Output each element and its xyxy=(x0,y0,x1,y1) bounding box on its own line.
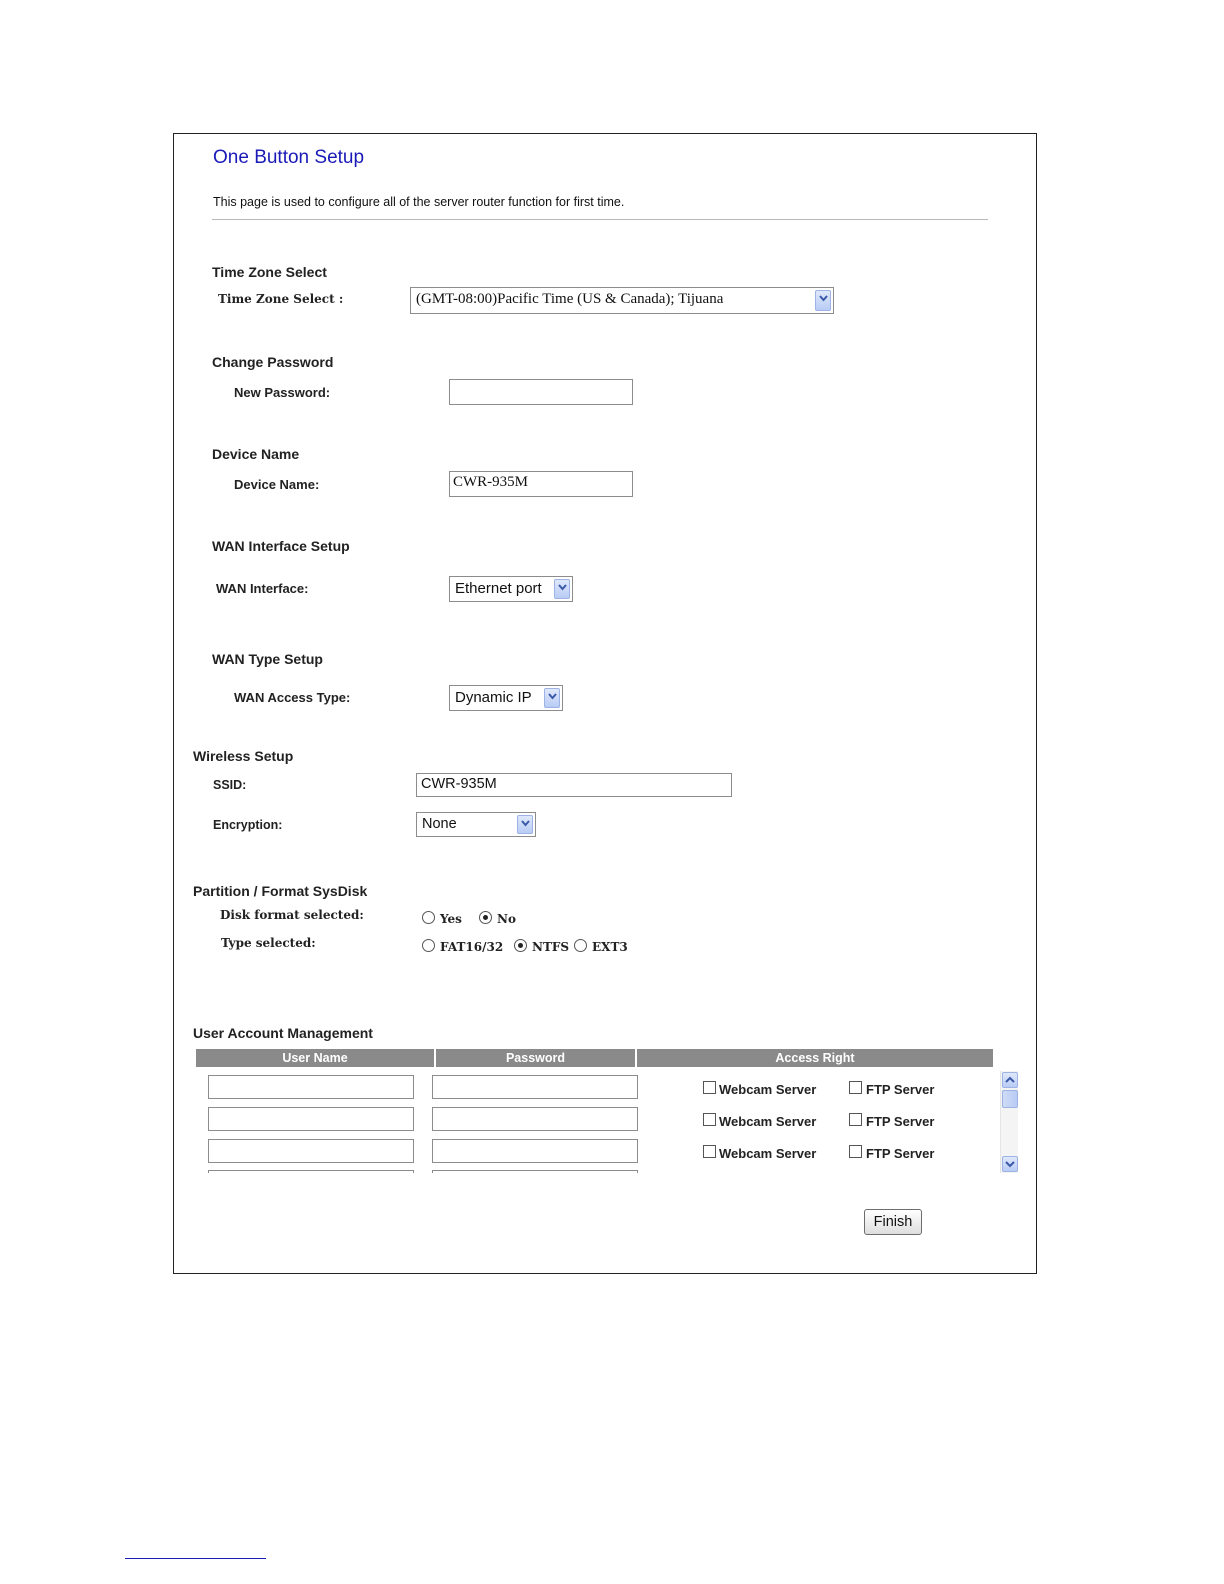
ftp-server-checkbox[interactable] xyxy=(849,1081,862,1094)
time-zone-value: (GMT-08:00)Pacific Time (US & Canada); Tijuana xyxy=(416,291,724,307)
accounts-table-body xyxy=(196,1069,996,1173)
password-input[interactable] xyxy=(432,1075,638,1099)
disk-format-no-radio[interactable] xyxy=(479,911,492,924)
password-input[interactable] xyxy=(432,1170,638,1173)
webcam-server-checkbox[interactable] xyxy=(703,1081,716,1094)
wan-interface-section-title: WAN Interface Setup xyxy=(212,538,350,554)
chevron-down-icon[interactable] xyxy=(815,290,831,311)
wan-access-type-label: WAN Access Type: xyxy=(234,690,351,705)
page-title: One Button Setup xyxy=(213,147,365,168)
webcam-server-label: Webcam Server xyxy=(719,1082,817,1097)
scroll-down-icon[interactable] xyxy=(1002,1156,1018,1172)
user-name-input[interactable] xyxy=(208,1170,414,1173)
chevron-down-icon[interactable] xyxy=(517,815,533,834)
finish-button[interactable]: Finish xyxy=(864,1209,922,1235)
wan-interface-value: Ethernet port xyxy=(455,580,542,597)
device-section-title: Device Name xyxy=(212,446,300,462)
disk-format-label: Disk format selected: xyxy=(220,908,364,922)
access-right-header: Access Right xyxy=(637,1049,993,1067)
scroll-up-icon[interactable] xyxy=(1002,1072,1018,1088)
password-input[interactable] xyxy=(432,1107,638,1131)
disk-format-yes-label: Yes xyxy=(440,912,462,926)
type-ext3-label: EXT3 xyxy=(592,940,628,954)
ssid-label: SSID: xyxy=(213,778,247,792)
header-divider xyxy=(212,219,988,220)
disk-format-no-label: No xyxy=(497,912,516,926)
user-name-input[interactable] xyxy=(208,1107,414,1131)
webcam-server-checkbox[interactable] xyxy=(703,1113,716,1126)
wan-type-section-title: WAN Type Setup xyxy=(212,651,323,667)
chevron-down-icon[interactable] xyxy=(544,688,560,708)
ftp-server-checkbox[interactable] xyxy=(849,1113,862,1126)
chevron-down-icon[interactable] xyxy=(554,579,570,599)
type-selected-label: Type selected: xyxy=(221,936,316,950)
new-password-label: New Password: xyxy=(234,385,331,400)
time-zone-select[interactable] xyxy=(410,287,834,314)
ftp-server-label: FTP Server xyxy=(866,1114,935,1129)
encryption-value: None xyxy=(422,816,457,832)
ftp-server-label: FTP Server xyxy=(866,1146,935,1161)
encryption-select[interactable] xyxy=(416,812,536,837)
ftp-server-checkbox[interactable] xyxy=(849,1145,862,1158)
user-name-input[interactable] xyxy=(208,1139,414,1163)
wan-access-type-value: Dynamic IP xyxy=(455,689,532,706)
user-name-input[interactable] xyxy=(208,1075,414,1099)
type-ntfs-radio[interactable] xyxy=(514,939,527,952)
time-zone-label: Time Zone Select : xyxy=(218,292,344,306)
type-fat-label: FAT16/32 xyxy=(440,940,504,954)
type-fat-radio[interactable] xyxy=(422,939,435,952)
wan-interface-label: WAN Interface: xyxy=(216,581,309,596)
webcam-server-label: Webcam Server xyxy=(719,1114,817,1129)
accounts-section-title: User Account Management xyxy=(193,1025,373,1041)
footer-divider xyxy=(125,1558,266,1559)
time-zone-section-title: Time Zone Select xyxy=(212,264,327,280)
page-description: This page is used to configure all of the server router function for first time. xyxy=(213,195,625,209)
wan-access-type-select[interactable] xyxy=(449,685,563,711)
webcam-server-checkbox[interactable] xyxy=(703,1145,716,1158)
webcam-server-label: Webcam Server xyxy=(719,1146,817,1161)
ssid-input[interactable]: CWR-935M xyxy=(416,773,732,797)
wan-interface-select[interactable] xyxy=(449,576,573,602)
password-header: Password xyxy=(436,1049,635,1067)
new-password-input[interactable] xyxy=(449,379,633,405)
wireless-section-title: Wireless Setup xyxy=(193,748,294,764)
type-ext3-radio[interactable] xyxy=(574,939,587,952)
scroll-thumb[interactable] xyxy=(1002,1090,1018,1108)
ftp-server-label: FTP Server xyxy=(866,1082,935,1097)
partition-section-title: Partition / Format SysDisk xyxy=(193,883,368,899)
password-input[interactable] xyxy=(432,1139,638,1163)
disk-format-yes-radio[interactable] xyxy=(422,911,435,924)
device-name-label: Device Name: xyxy=(234,477,320,492)
type-ntfs-label: NTFS xyxy=(532,940,570,954)
user-name-header: User Name xyxy=(196,1049,434,1067)
encryption-label: Encryption: xyxy=(213,818,283,832)
password-section-title: Change Password xyxy=(212,354,334,370)
accounts-scrollbar[interactable] xyxy=(1000,1071,1018,1173)
device-name-input[interactable]: CWR-935M xyxy=(449,471,633,497)
